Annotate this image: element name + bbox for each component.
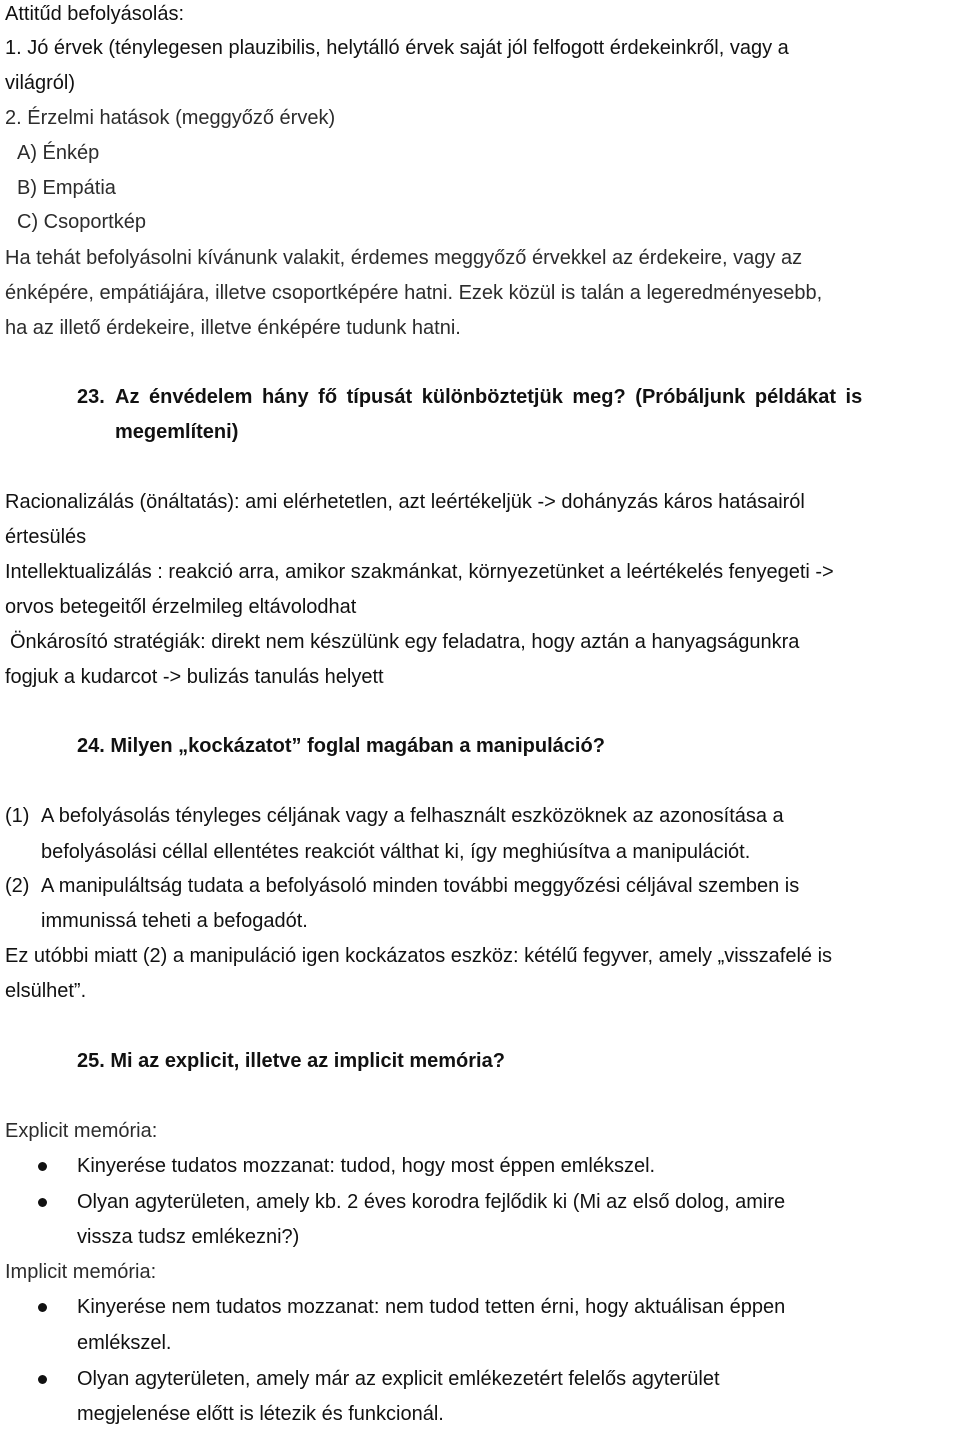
attitude-heading: Attitűd befolyásolás: bbox=[5, 3, 184, 25]
attitude-item-2: 2. Érzelmi hatások (meggyőző érvek) bbox=[5, 107, 336, 129]
q24-item-1-number: (1) bbox=[5, 805, 30, 827]
implicit-bullet-1-line-2: emlékszel. bbox=[77, 1332, 172, 1354]
attitude-item-1-line-2: világról) bbox=[5, 72, 76, 94]
q25-question: 25. Mi az explicit, illetve az implicit memória? bbox=[77, 1050, 505, 1072]
implicit-heading: Implicit memória: bbox=[5, 1261, 157, 1283]
implicit-bullet-1-line-1: Kinyerése nem tudatos mozzanat: nem tudod tetten érni, hogy aktuálisan éppen bbox=[77, 1296, 786, 1318]
bullet-icon bbox=[38, 1303, 47, 1312]
q23-intellectualization-line-1: Intellektualizálás : reakció arra, amikor szakmánkat, környezetünket a leértékelés fenyegeti -> bbox=[5, 561, 834, 583]
attitude-item-1-line-1: 1. Jó érvek (ténylegesen plauzibilis, helytálló érvek saját jól felfogott érdekeinkről, vagy a bbox=[5, 37, 789, 59]
explicit-bullet-2-line-2: vissza tudsz emlékezni?) bbox=[77, 1226, 300, 1248]
explicit-heading: Explicit memória: bbox=[5, 1120, 158, 1142]
q23-question-line-1: Az énvédelem hány fő típusát különböztetjük meg? (Próbáljunk példákat is bbox=[115, 386, 863, 408]
q23-rationalization-line-1: Racionalizálás (önáltatás): ami elérhetetlen, azt leértékeljük -> dohányzás káros hatásairól bbox=[5, 491, 805, 513]
q24-item-1-line-2: befolyásolási céllal ellentétes reakciót válthat ki, így meghiúsítva a manipulációt. bbox=[41, 841, 751, 863]
implicit-bullet-2-line-2: megjelenése előtt is létezik és funkcionál. bbox=[77, 1403, 444, 1425]
q24-note-line-2: elsülhet”. bbox=[5, 980, 87, 1002]
attitude-sub-a: A) Énkép bbox=[17, 142, 100, 164]
attitude-sub-c: C) Csoportkép bbox=[17, 211, 146, 233]
q24-item-2-line-1: A manipuláltság tudata a befolyásoló minden további meggyőzési céljával szemben is bbox=[41, 875, 800, 897]
q23-self-handicapping-line-1: Önkárosító stratégiák: direkt nem készülünk egy feladatra, hogy aztán a hanyagságunkra bbox=[10, 631, 800, 653]
bullet-icon bbox=[38, 1375, 47, 1384]
explicit-bullet-2-line-1: Olyan agyterületen, amely kb. 2 éves korodra fejlődik ki (Mi az első dolog, amire bbox=[77, 1191, 786, 1213]
implicit-bullet-2-line-1: Olyan agyterületen, amely már az explicit emlékezetért felelős agyterület bbox=[77, 1368, 720, 1390]
q23-question-line-2: megemlíteni) bbox=[115, 421, 239, 443]
attitude-sub-b: B) Empátia bbox=[17, 177, 116, 199]
q23-self-handicapping-line-2: fogjuk a kudarcot -> bulizás tanulás helyett bbox=[5, 666, 384, 688]
attitude-summary-line-2: énképére, empátiájára, illetve csoportképére hatni. Ezek közül is talán a legeredményesebb, bbox=[5, 282, 823, 304]
q24-item-2-number: (2) bbox=[5, 875, 30, 897]
attitude-summary-line-3: ha az illető érdekeire, illetve énképére tudunk hatni. bbox=[5, 317, 461, 339]
q23-rationalization-line-2: értesülés bbox=[5, 526, 87, 548]
explicit-bullet-1: Kinyerése tudatos mozzanat: tudod, hogy most éppen emlékszel. bbox=[77, 1155, 656, 1177]
q24-question: 24. Milyen „kockázatot” foglal magában a manipuláció? bbox=[77, 735, 605, 757]
q23-intellectualization-line-2: orvos betegeitől érzelmileg eltávolodhat bbox=[5, 596, 357, 618]
q23-number: 23. bbox=[77, 386, 105, 408]
q24-note-line-1: Ez utóbbi miatt (2) a manipuláció igen kockázatos eszköz: kétélű fegyver, amely „visszafelé is bbox=[5, 945, 833, 967]
q24-item-2-line-2: immunissá teheti a befogadót. bbox=[41, 910, 308, 932]
bullet-icon bbox=[38, 1198, 47, 1207]
bullet-icon bbox=[38, 1162, 47, 1171]
q24-item-1-line-1: A befolyásolás tényleges céljának vagy a felhasznált eszközöknek az azonosítása a bbox=[41, 805, 784, 827]
attitude-summary-line-1: Ha tehát befolyásolni kívánunk valakit, érdemes meggyőző érvekkel az érdekeire, vagy az bbox=[5, 247, 803, 269]
